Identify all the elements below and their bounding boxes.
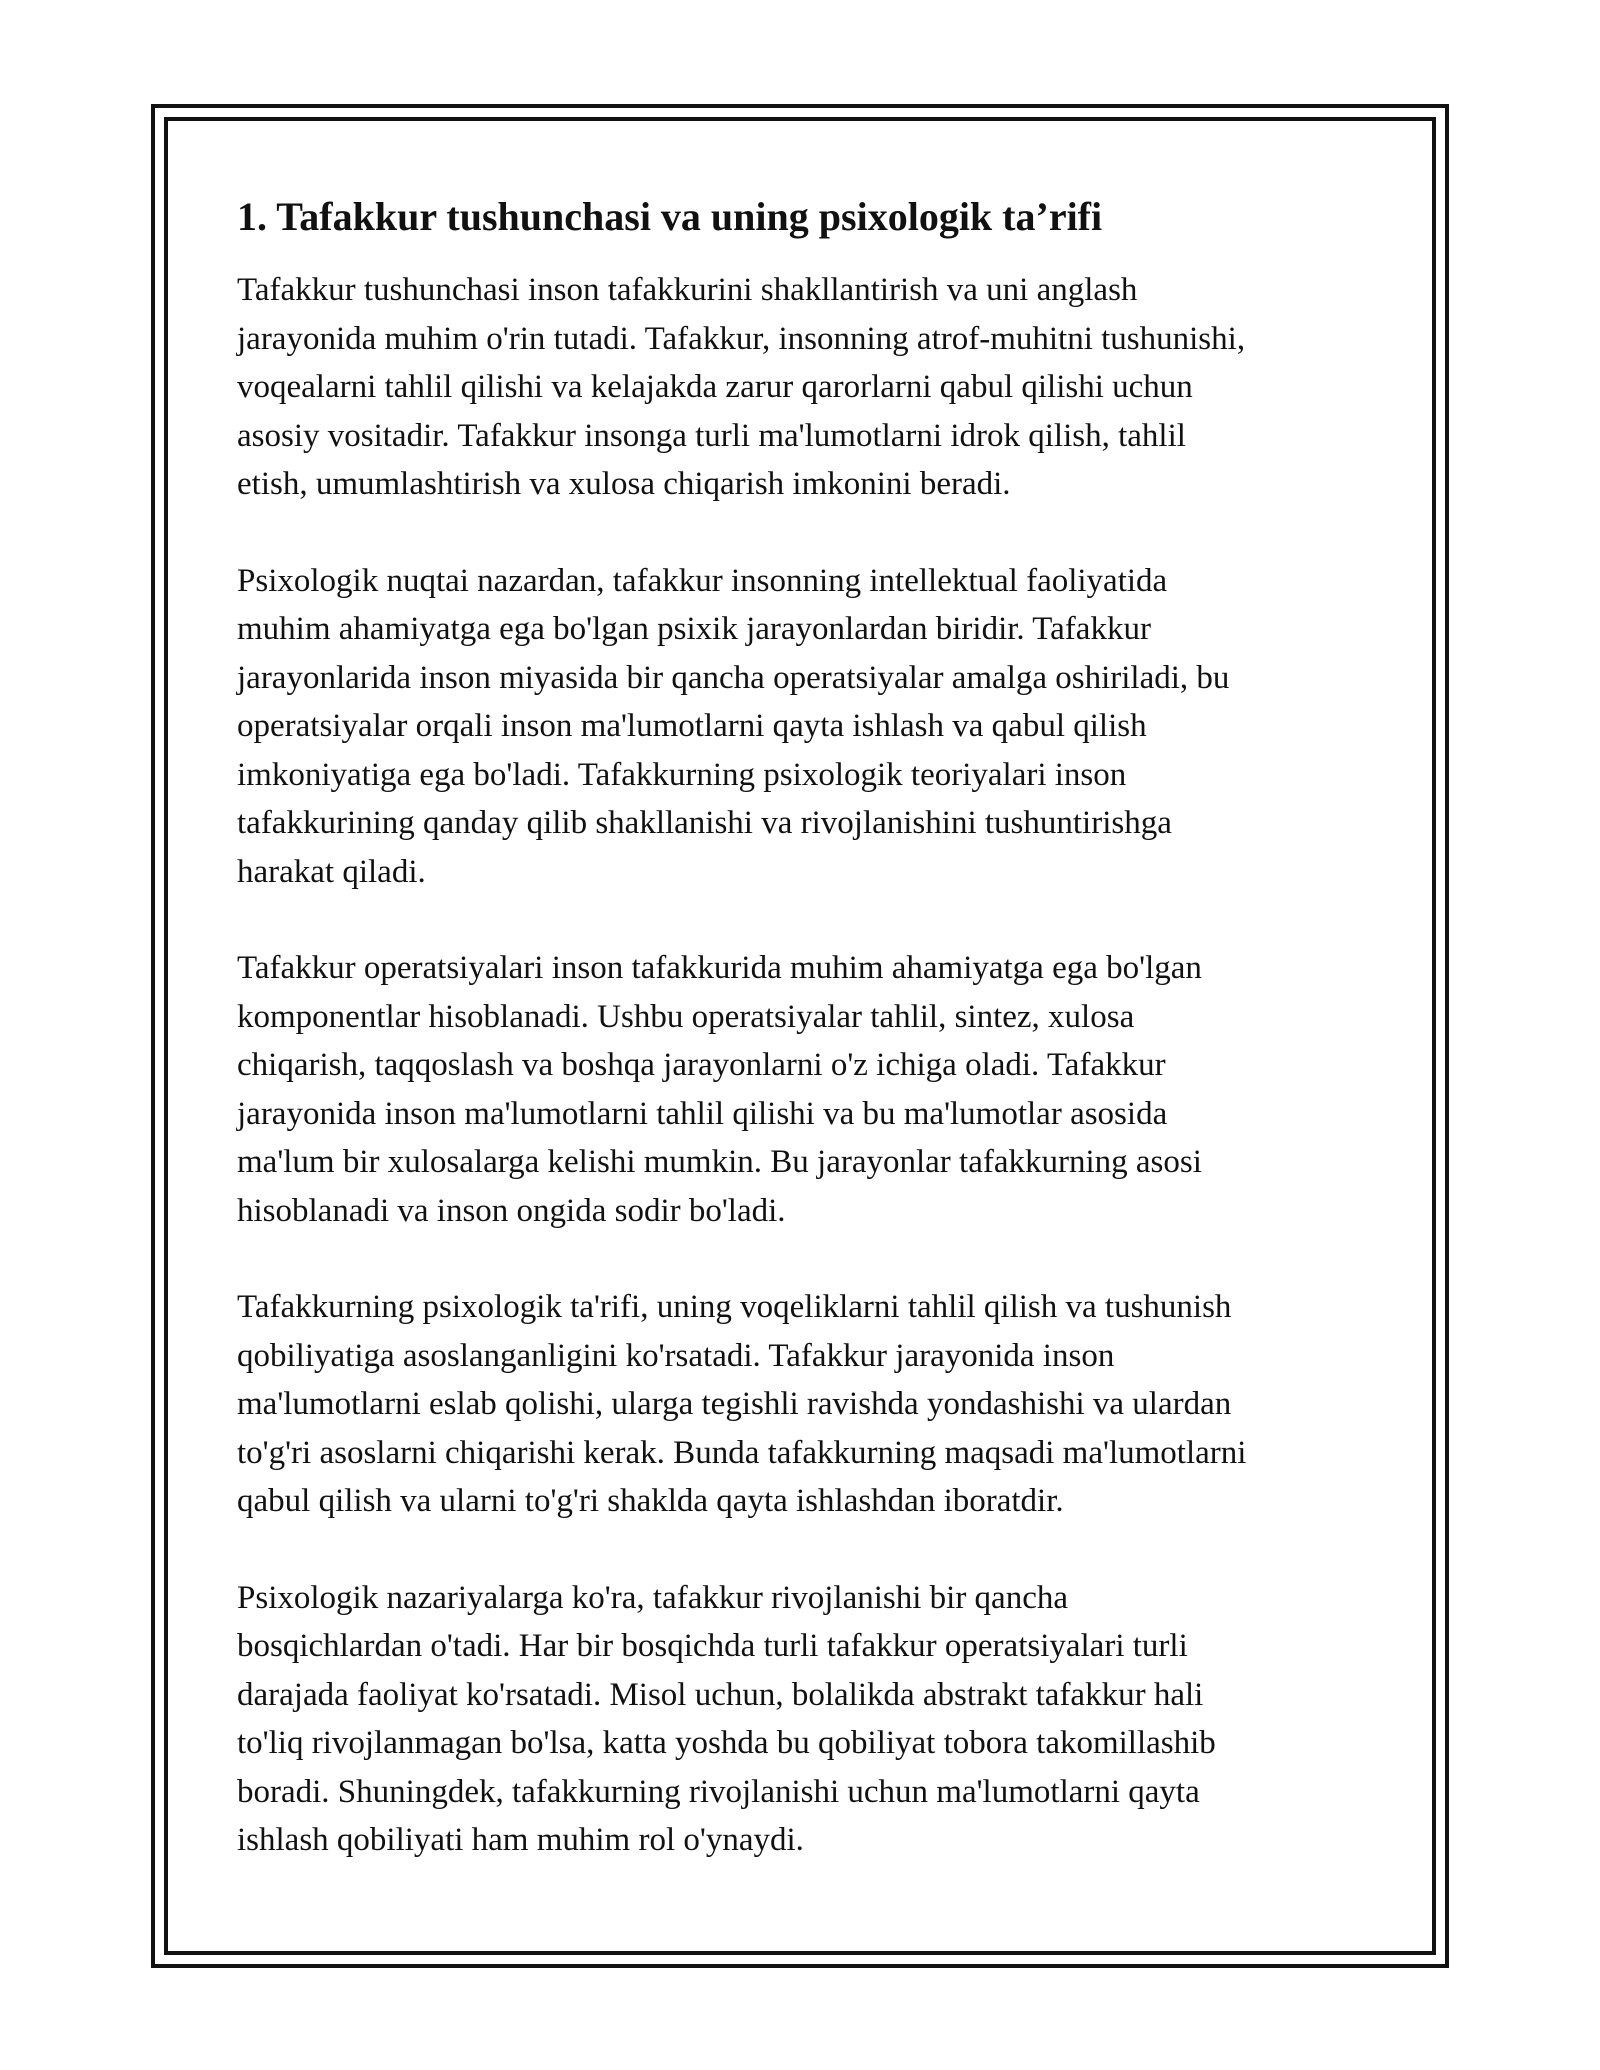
paragraph-2 — [237, 557, 1387, 897]
paragraph-line: jarayonida muhim o'rin tutadi. Tafakkur, insonning atrof-muhitni tushunishi, — [237, 320, 1246, 357]
paragraph-line: Psixologik nuqtai nazardan, tafakkur insonning intellektual faoliyatida — [237, 562, 1168, 599]
section-heading: 1. Tafakkur tushunchasi va uning psixologik ta’rifi — [237, 194, 1103, 239]
paragraph-line: to'g'ri asoslarni chiqarishi kerak. Bunda tafakkurning maqsadi ma'lumotlarni — [237, 1434, 1247, 1471]
paragraph-line: ma'lumotlarni eslab qolishi, ularga tegishli ravishda yondashishi va ulardan — [237, 1386, 1232, 1422]
paragraph-line: boradi. Shuningdek, tafakkurning rivojlanishi uchun ma'lumotlarni qayta — [237, 1773, 1200, 1810]
document-content — [237, 192, 1387, 1913]
paragraph-line: hisoblanadi va inson ongida sodir bo'ladi. — [237, 1192, 786, 1229]
paragraph-line: imkoniyatiga ega bo'ladi. Tafakkurning psixologik teoriyalari inson — [237, 756, 1127, 793]
paragraph-3 — [237, 944, 1387, 1235]
paragraph-line: jarayonida inson ma'lumotlarni tahlil qilishi va bu ma'lumotlar asosida — [237, 1095, 1168, 1132]
paragraph-line: etish, umumlashtirish va xulosa chiqarish imkonini beradi. — [237, 466, 1011, 502]
paragraph-line: muhim ahamiyatga ega bo'lgan psixik jarayonlardan biridir. Tafakkur — [237, 611, 1151, 647]
paragraph-line: jarayonlarida inson miyasida bir qancha operatsiyalar amalga oshiriladi, bu — [237, 659, 1230, 696]
paragraph-line: ishlash qobiliyati ham muhim rol o'ynaydi. — [237, 1822, 804, 1858]
paragraph-line: chiqarish, taqqoslash va boshqa jarayonlarni o'z ichiga oladi. Tafakkur — [237, 1047, 1166, 1083]
paragraph-line: ma'lum bir xulosalarga kelishi mumkin. Bu jarayonlar tafakkurning asosi — [237, 1144, 1202, 1180]
paragraph-line: voqealarni tahlil qilishi va kelajakda zarur qarorlarni qabul qilishi uchun — [237, 369, 1193, 405]
paragraph-line: Tafakkur operatsiyalari inson tafakkurida muhim ahamiyatga ega bo'lgan — [237, 950, 1202, 986]
paragraph-line: asosiy vositadir. Tafakkur insonga turli ma'lumotlarni idrok qilish, tahlil — [237, 417, 1186, 454]
paragraph-line: Tafakkur tushunchasi inson tafakkurini shakllantirish va uni anglash — [237, 272, 1138, 308]
paragraph-line: Psixologik nazariyalarga ko'ra, tafakkur rivojlanishi bir qancha — [237, 1579, 1068, 1616]
paragraph-line: operatsiyalar orqali inson ma'lumotlarni qayta ishlash va qabul qilish — [237, 708, 1147, 744]
paragraph-line: to'liq rivojlanmagan bo'lsa, katta yoshda bu qobiliyat tobora takomillashib — [237, 1725, 1216, 1761]
paragraph-5 — [237, 1574, 1387, 1865]
paragraph-line: darajada faoliyat ko'rsatadi. Misol uchun, bolalikda abstrakt tafakkur hali — [237, 1676, 1204, 1713]
paragraph-4 — [237, 1283, 1387, 1526]
paragraph-line: qobiliyatiga asoslanganligini ko'rsatadi. Tafakkur jarayonida inson — [237, 1337, 1115, 1374]
paragraph-line: bosqichlardan o'tadi. Har bir bosqichda turli tafakkur operatsiyalari turli — [237, 1628, 1188, 1664]
paragraph-1 — [237, 266, 1387, 509]
paragraph-line: tafakkurining qanday qilib shakllanishi va rivojlanishini tushuntirishga — [237, 805, 1172, 841]
paragraph-line: harakat qiladi. — [237, 853, 426, 890]
paragraph-line: Tafakkurning psixologik ta'rifi, uning voqeliklarni tahlil qilish va tushunish — [237, 1289, 1232, 1325]
paragraph-line: qabul qilish va ularni to'g'ri shaklda qayta ishlashdan iboratdir. — [237, 1483, 1064, 1519]
paragraph-line: komponentlar hisoblanadi. Ushbu operatsiyalar tahlil, sintez, xulosa — [237, 998, 1135, 1035]
